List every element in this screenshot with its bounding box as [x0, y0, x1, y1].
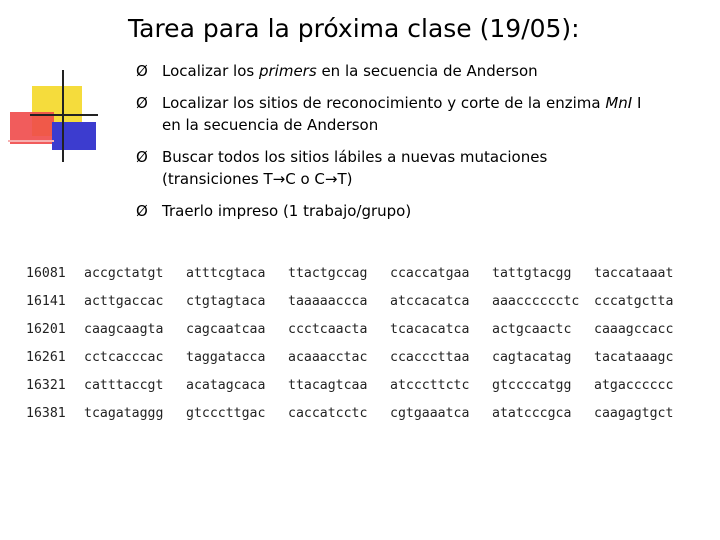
sequence-block: tacataaagc — [594, 350, 674, 365]
sequence-block: atatcccgca — [492, 406, 572, 421]
sequence-block: atcccttctc — [390, 378, 470, 393]
bullet-item — [136, 92, 706, 136]
sequence-block: acatagcaca — [186, 378, 266, 393]
decor-blue-square — [52, 122, 96, 150]
sequence-block: caccatcctc — [288, 406, 368, 421]
sequence-position: 16321 — [26, 378, 66, 393]
sequence-row — [26, 376, 696, 404]
bullet-item — [136, 146, 706, 190]
sequence-block: ccaccatgaa — [390, 266, 470, 281]
decor-pink-line — [8, 140, 54, 142]
sequence-row — [26, 348, 696, 376]
sequence-block: tattgtacgg — [492, 266, 572, 281]
dna-sequence-block — [26, 264, 696, 432]
bullet-arrow-icon: Ø — [136, 148, 148, 166]
sequence-block: cccatgctta — [594, 294, 674, 309]
bullet-arrow-icon: Ø — [136, 62, 148, 80]
sequence-row — [26, 320, 696, 348]
bullet-arrow-icon: Ø — [136, 94, 148, 112]
sequence-position: 16201 — [26, 322, 66, 337]
bullet-text-line2: en la secuencia de Anderson — [162, 116, 379, 134]
bullet-emphasis: primers — [258, 62, 317, 80]
bullet-text: Localizar los — [162, 62, 259, 80]
bullet-item — [136, 60, 706, 82]
sequence-block: acttgaccac — [84, 294, 164, 309]
sequence-block: cctcacccac — [84, 350, 164, 365]
sequence-row — [26, 404, 696, 432]
sequence-block: taccataaat — [594, 266, 674, 281]
sequence-block: ttactgccag — [288, 266, 368, 281]
bullet-item — [136, 200, 706, 222]
bullet-arrow-icon: Ø — [136, 202, 148, 220]
sequence-block: gtcccttgac — [186, 406, 266, 421]
sequence-block: caagcaagta — [84, 322, 164, 337]
sequence-block: atttcgtaca — [186, 266, 266, 281]
sequence-block: acaaacctac — [288, 350, 368, 365]
bullet-text: Traerlo impreso (1 trabajo/grupo) — [162, 202, 412, 220]
bullet-text-line2: (transiciones T→C o C→T) — [162, 170, 353, 188]
sequence-block: taggatacca — [186, 350, 266, 365]
sequence-row — [26, 264, 696, 292]
sequence-position: 16141 — [26, 294, 66, 309]
sequence-block: gtccccatgg — [492, 378, 572, 393]
sequence-block: tcagataggg — [84, 406, 164, 421]
sequence-position: 16381 — [26, 406, 66, 421]
decor-vertical-line — [62, 70, 64, 162]
bullet-emphasis: MnI — [605, 94, 633, 112]
sequence-block: aaacccccctc — [492, 294, 580, 309]
decor-horizontal-line — [30, 114, 98, 116]
bullet-text-end: en la secuencia de Anderson — [316, 62, 538, 80]
sequence-block: taaaaaccca — [288, 294, 368, 309]
sequence-block: catttaccgt — [84, 378, 164, 393]
sequence-block: cagcaatcaa — [186, 322, 266, 337]
sequence-block: atccacatca — [390, 294, 470, 309]
sequence-position: 16081 — [26, 266, 66, 281]
sequence-block: caaagccacc — [594, 322, 674, 337]
sequence-block: ccacccttaa — [390, 350, 470, 365]
sequence-block: atgacccccc — [594, 378, 674, 393]
sequence-block: ttacagtcaa — [288, 378, 368, 393]
sequence-block: cagtacatag — [492, 350, 572, 365]
sequence-row — [26, 292, 696, 320]
sequence-block: ccctcaacta — [288, 322, 368, 337]
slide-title: Tarea para la próxima clase (19/05): — [128, 14, 580, 43]
bullet-text: Buscar todos los sitios lábiles a nuevas mutaciones — [162, 148, 548, 166]
sequence-block: cgtgaaatca — [390, 406, 470, 421]
sequence-block: actgcaactc — [492, 322, 572, 337]
sequence-position: 16261 — [26, 350, 66, 365]
bullet-text-end: I — [632, 94, 642, 112]
sequence-block: tcacacatca — [390, 322, 470, 337]
sequence-block: ctgtagtaca — [186, 294, 266, 309]
bullet-list — [136, 60, 706, 232]
sequence-block: accgctatgt — [84, 266, 164, 281]
bullet-text: Localizar los sitios de reconocimiento y corte de la enzima — [162, 94, 606, 112]
sequence-block: caagagtgct — [594, 406, 674, 421]
